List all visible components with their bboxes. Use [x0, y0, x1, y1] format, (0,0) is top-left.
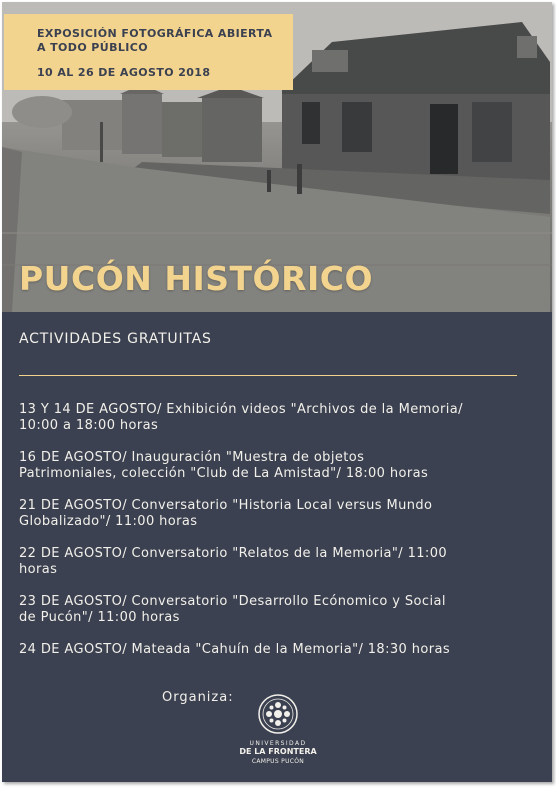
list-item: 23 DE AGOSTO/ Conversatorio "Desarrollo Ecónomico y Social de Pucón"/ 11:00 horas	[19, 594, 446, 625]
page-title: PUCÓN HISTÓRICO	[19, 259, 374, 298]
list-item: 13 Y 14 DE AGOSTO/ Exhibición videos "Archivos de la Memoria/ 10:00 a 18:00 horas	[19, 402, 463, 433]
logo-line-1: UNIVERSIDAD	[249, 740, 307, 747]
banner-line-1: EXPOSICIÓN FOTOGRÁFICA ABIERTA	[37, 27, 273, 40]
exhibition-banner	[4, 14, 293, 90]
logo-line-2: DE LA FRONTERA	[239, 747, 317, 756]
list-item: 22 DE AGOSTO/ Conversatorio "Relatos de la Memoria"/ 11:00 horas	[19, 546, 448, 577]
banner-dates: 10 AL 26 DE AGOSTO 2018	[37, 66, 211, 79]
poster	[2, 2, 552, 782]
organizer-label: Organiza:	[162, 690, 234, 705]
university-emblem-icon	[258, 694, 298, 734]
list-item: 16 DE AGOSTO/ Inauguración "Muestra de objetos Patrimoniales, colección "Club de La Amistad"/ 18:00 horas	[19, 450, 429, 481]
list-item: 24 DE AGOSTO/ Mateada "Cahuín de la Memoria"/ 18:30 horas	[19, 642, 451, 657]
historic-street-photo	[2, 2, 552, 312]
logo-line-3: CAMPUS PUCÓN	[251, 758, 305, 765]
activities-list	[19, 402, 539, 674]
activities-heading: ACTIVIDADES GRATUITAS	[19, 331, 212, 347]
banner-line-2: A TODO PÚBLICO	[37, 41, 149, 54]
divider	[19, 375, 517, 376]
list-item: 21 DE AGOSTO/ Conversatorio "Historia Local versus Mundo Globalizado"/ 11:00 horas	[19, 498, 433, 529]
university-logo	[238, 694, 318, 774]
